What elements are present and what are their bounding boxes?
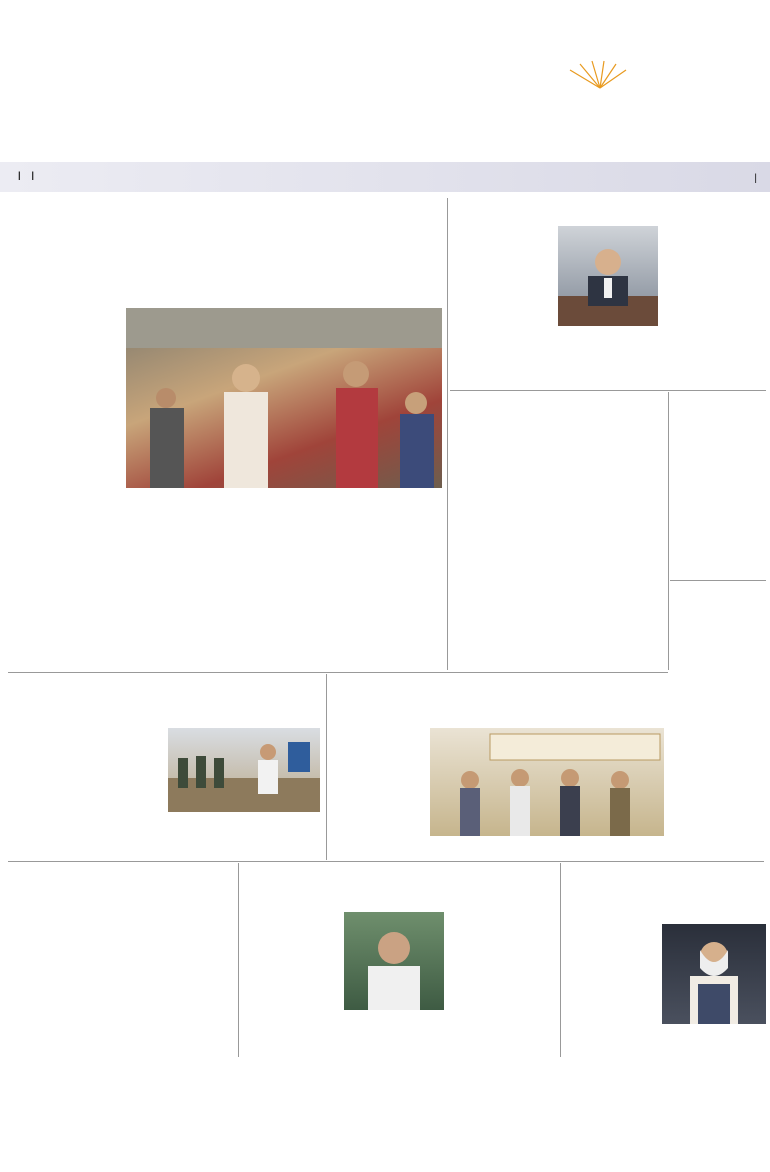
divider [238, 863, 239, 1057]
lead-col3 [232, 492, 336, 668]
divider [668, 392, 669, 670]
ed-col2 [128, 904, 234, 1044]
atc-byline [244, 912, 340, 921]
pandits-col3 [546, 838, 664, 847]
ayurveda-see-link[interactable] [673, 742, 765, 753]
divider [326, 674, 327, 860]
divider [670, 580, 766, 581]
pandits-headline[interactable] [332, 678, 662, 726]
weather-see-link[interactable] [560, 658, 664, 669]
navy-headline[interactable] [672, 394, 766, 460]
atc-headline[interactable] [242, 866, 554, 910]
divider [447, 198, 448, 670]
pandits-photo [430, 728, 664, 836]
dulloo-see-link[interactable] [662, 377, 764, 388]
weather-col2 [560, 429, 664, 657]
navy-see-link[interactable] [673, 568, 765, 579]
masthead-daily [265, 84, 305, 98]
shah-col1 [14, 728, 164, 856]
shah-col2 [168, 814, 320, 842]
navy-body [673, 460, 765, 568]
dulloo-col1 [454, 226, 554, 388]
cop-body [566, 924, 658, 1056]
dulloo-photo [558, 226, 658, 326]
weather-col1 [454, 439, 556, 669]
cop-tail [662, 1026, 766, 1044]
ed-see-link[interactable] [128, 1044, 234, 1055]
masthead-ribbon [0, 162, 770, 192]
dulloo-col3 [662, 226, 764, 376]
ed-col1 [14, 904, 124, 1054]
lead-headline[interactable] [28, 203, 438, 307]
dulloo-col2 [558, 330, 658, 388]
shah-see-link[interactable] [168, 845, 320, 856]
ayurveda-body [673, 636, 765, 742]
ed-kicker [12, 865, 232, 878]
cop-headline[interactable] [564, 866, 766, 922]
atc-see-link[interactable] [448, 1045, 556, 1056]
pandits-col1 [334, 728, 426, 858]
weather-byline [452, 429, 556, 438]
divider [450, 390, 766, 391]
ayurveda-headline[interactable] [672, 584, 766, 638]
issue-info: | | [18, 170, 34, 181]
lead-col2 [126, 492, 228, 668]
atc-col1 [244, 922, 340, 1056]
masthead-tagline [590, 80, 720, 92]
ed-headline[interactable] [12, 878, 232, 902]
masthead-contact [560, 20, 760, 54]
price-info: | [754, 173, 757, 184]
divider [8, 861, 764, 862]
weather-subhead [452, 415, 666, 427]
divider [560, 863, 561, 1057]
masthead-date [14, 20, 174, 50]
shah-photo [168, 728, 320, 812]
atc-col2 [344, 1012, 444, 1056]
atc-col3 [448, 912, 556, 1044]
divider [8, 672, 668, 673]
dulloo-headline[interactable] [452, 198, 764, 222]
shah-headline[interactable] [14, 676, 320, 726]
cop-photo [662, 924, 766, 1024]
lead-col1 [14, 308, 122, 668]
lead-col4 [340, 308, 442, 668]
weather-headline[interactable] [452, 394, 666, 416]
cop-see-link[interactable] [662, 1045, 766, 1056]
pandits-col2 [430, 838, 542, 856]
pandits-see-link[interactable] [546, 848, 664, 859]
atc-photo [344, 912, 444, 1010]
